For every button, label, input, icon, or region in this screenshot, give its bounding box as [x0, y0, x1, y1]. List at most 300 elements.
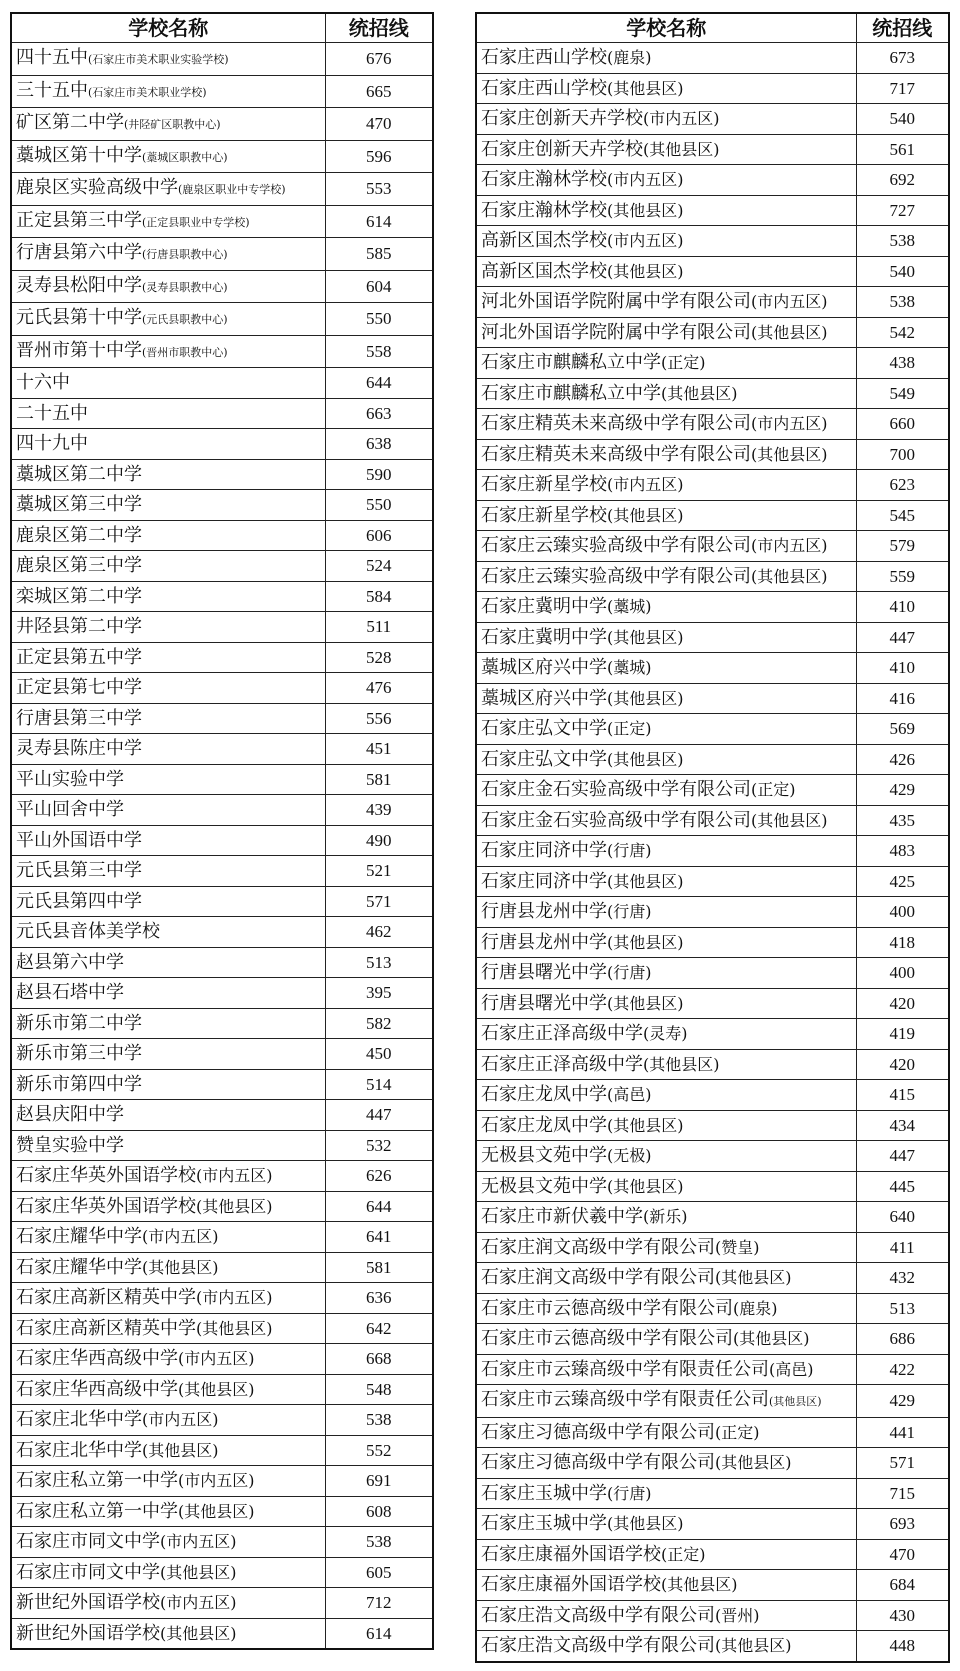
school-name: 石家庄玉城中学: [481, 1482, 607, 1504]
school-note: (其他县区): [607, 1115, 684, 1135]
school-name-cell: [476, 1600, 856, 1631]
table-row: [11, 1557, 433, 1588]
school-name: 三十五中: [16, 79, 88, 101]
table-row: [476, 1385, 949, 1418]
school-note: (其他县区): [733, 1329, 810, 1348]
school-name-cell: [476, 1110, 856, 1141]
score-cell: 582: [325, 1008, 433, 1039]
school-note: (其他县区): [160, 1562, 237, 1582]
school-name: 正定县第三中学: [16, 209, 142, 231]
score-cell: 470: [856, 1539, 949, 1570]
school-name: 高新区国杰学校: [481, 260, 607, 282]
score-cell: 584: [325, 581, 433, 612]
table-row: [11, 1466, 433, 1497]
header-score: 统招线: [856, 13, 949, 43]
school-name: 新世纪外国语学校: [16, 1622, 160, 1644]
school-name: 石家庄市云德高级中学有限公司: [481, 1328, 733, 1349]
score-cell: 514: [325, 1069, 433, 1100]
school-note: (其他县区): [607, 1176, 684, 1196]
school-name-cell: [11, 1039, 325, 1070]
table-row: [476, 1080, 949, 1111]
school-name-cell: [476, 531, 856, 562]
score-cell: 410: [856, 653, 949, 684]
school-note: (元氏县职教中心): [142, 313, 228, 326]
school-name-cell: [476, 134, 856, 165]
school-name-cell: [476, 43, 856, 74]
school-name-cell: [476, 1539, 856, 1570]
school-name-cell: [11, 1222, 325, 1253]
table-row: [476, 1171, 949, 1202]
table-row: [11, 490, 433, 521]
school-note: (市内五区): [160, 1532, 237, 1551]
school-name: 石家庄西山学校: [481, 77, 607, 99]
school-name-cell: [476, 683, 856, 714]
school-note: (市内五区): [196, 1288, 273, 1307]
school-name-cell: [11, 764, 325, 795]
school-name: 新乐市第四中学: [16, 1073, 142, 1095]
table-row: [476, 1478, 949, 1509]
school-name-cell: [11, 303, 325, 336]
school-note: (其他县区): [751, 810, 828, 830]
school-name-cell: [476, 1171, 856, 1202]
school-note: (其他县区): [661, 383, 738, 403]
score-cell: 693: [856, 1509, 949, 1540]
school-name: 正定县第五中学: [16, 646, 142, 668]
school-name-cell: [11, 1466, 325, 1497]
score-cell: 556: [325, 703, 433, 734]
school-name: 石家庄玉城中学: [481, 1513, 607, 1534]
table-row: [11, 270, 433, 303]
school-name-cell: [11, 795, 325, 826]
school-name: 矿区第二中学: [16, 112, 124, 133]
school-note: (市内五区): [607, 170, 684, 189]
school-name: 石家庄耀华中学: [16, 1256, 142, 1278]
school-name: 石家庄华英外国语学校: [16, 1165, 196, 1186]
table-row: [476, 897, 949, 928]
school-name: 平山外国语中学: [16, 829, 142, 851]
school-name: 赵县庆阳中学: [16, 1104, 124, 1125]
school-note: (其他县区): [607, 1514, 684, 1533]
school-name: 赵县石塔中学: [16, 982, 124, 1003]
score-cell: 686: [856, 1324, 949, 1355]
school-note: (正定): [607, 719, 652, 738]
school-name-cell: [476, 653, 856, 684]
school-name-cell: [476, 805, 856, 836]
score-cell: 553: [325, 173, 433, 206]
school-name: 行唐县龙州中学: [481, 931, 607, 953]
school-note: (行唐): [607, 963, 652, 982]
table-row: [476, 1600, 949, 1631]
school-name-cell: [476, 1417, 856, 1448]
school-name: 行唐县第六中学: [16, 242, 142, 263]
school-name: 石家庄瀚林学校: [481, 199, 607, 221]
school-name-cell: [11, 1588, 325, 1619]
school-name-cell: [476, 714, 856, 745]
school-name: 行唐县曙光中学: [481, 962, 607, 983]
school-name: 石家庄私立第一中学: [16, 1470, 178, 1491]
score-cell: 569: [856, 714, 949, 745]
school-note: (正定县职业中专学校): [142, 215, 250, 229]
school-name: 藁城区府兴中学: [481, 687, 607, 709]
header-school-name: 学校名称: [476, 13, 856, 43]
school-note: (正定): [661, 353, 706, 372]
school-name: 元氏县第三中学: [16, 860, 142, 881]
school-name: 赵县第六中学: [16, 951, 124, 973]
table-row: [11, 795, 433, 826]
school-name-cell: [476, 165, 856, 196]
school-note: (行唐): [607, 841, 652, 860]
school-name: 行唐县曙光中学: [481, 992, 607, 1014]
school-name: 藁城区第十中学: [16, 144, 142, 166]
school-name-cell: [11, 1557, 325, 1588]
school-name: 石家庄润文高级中学有限公司: [481, 1267, 715, 1288]
score-cell: 691: [325, 1466, 433, 1497]
score-cell: 410: [856, 592, 949, 623]
table-row: [11, 1283, 433, 1314]
score-cell: 476: [325, 673, 433, 704]
score-cell: 422: [856, 1354, 949, 1385]
school-note: (井陉矿区职教中心): [124, 118, 221, 131]
school-name: 灵寿县陈庄中学: [16, 738, 142, 759]
score-cell: 441: [856, 1417, 949, 1448]
table-row: [11, 886, 433, 917]
score-cell: 542: [856, 317, 949, 348]
school-name: 鹿泉区实验高级中学: [16, 177, 178, 198]
score-cell: 400: [856, 897, 949, 928]
table-row: [476, 317, 949, 348]
school-name-cell: [476, 104, 856, 135]
school-name-cell: [11, 1527, 325, 1558]
table-row: [476, 1110, 949, 1141]
score-cell: 606: [325, 520, 433, 551]
school-name-cell: [476, 744, 856, 775]
school-note: (市内五区): [751, 536, 828, 555]
score-cell: 420: [856, 1049, 949, 1080]
school-note: (市内五区): [751, 414, 828, 433]
score-cell: 660: [856, 409, 949, 440]
school-note: (其他县区): [715, 1268, 792, 1287]
score-cell: 430: [856, 1600, 949, 1631]
school-name: 藁城区第三中学: [16, 494, 142, 515]
school-name-cell: [11, 429, 325, 460]
score-cell: 528: [325, 642, 433, 673]
school-note: (无极): [607, 1146, 652, 1165]
school-note: (其他县区): [607, 627, 684, 647]
table-row: [476, 134, 949, 165]
score-cell: 540: [856, 104, 949, 135]
table-row: [11, 520, 433, 551]
school-name-cell: [11, 398, 325, 429]
school-name: 石家庄高新区精英中学: [16, 1287, 196, 1308]
table-row: [476, 1509, 949, 1540]
table-row: [11, 1069, 433, 1100]
school-note: (其他县区): [751, 444, 828, 464]
table-row: [11, 764, 433, 795]
school-name-cell: [476, 958, 856, 989]
school-name: 石家庄北华中学: [16, 1439, 142, 1461]
score-cell: 462: [325, 917, 433, 948]
school-name-cell: [11, 856, 325, 887]
table-row: [11, 1527, 433, 1558]
school-note: (行唐): [607, 1483, 652, 1503]
score-cell: 524: [325, 551, 433, 582]
score-cell: 438: [856, 348, 949, 379]
score-cell: 715: [856, 1478, 949, 1509]
table-row: [476, 1354, 949, 1385]
table-row: [11, 43, 433, 76]
school-note: (鹿泉): [733, 1298, 778, 1318]
table-row: [476, 958, 949, 989]
score-cell: 538: [325, 1527, 433, 1558]
score-cell: 538: [856, 287, 949, 318]
school-name-cell: [11, 270, 325, 303]
school-name-cell: [11, 1374, 325, 1405]
school-name: 石家庄正泽高级中学: [481, 1053, 643, 1075]
school-name-cell: [476, 592, 856, 623]
school-note: (灵寿): [643, 1024, 688, 1043]
school-name: 藁城区府兴中学: [481, 657, 607, 678]
score-cell: 623: [856, 470, 949, 501]
school-name-cell: [11, 1496, 325, 1527]
school-name: 石家庄华西高级中学: [16, 1348, 178, 1369]
school-note: (其他县区): [661, 1575, 738, 1594]
school-name-cell: [11, 173, 325, 206]
table-row: [476, 287, 949, 318]
table-row: [11, 303, 433, 336]
school-name: 石家庄新星学校: [481, 474, 607, 495]
table-row: [11, 140, 433, 173]
table-row: [476, 1324, 949, 1355]
school-name: 新乐市第三中学: [16, 1043, 142, 1064]
score-cell: 439: [325, 795, 433, 826]
table-row: [476, 226, 949, 257]
score-cell: 663: [325, 398, 433, 429]
school-name: 无极县文苑中学: [481, 1145, 607, 1166]
school-name-cell: [476, 378, 856, 409]
score-cell: 559: [856, 561, 949, 592]
table-row: [476, 653, 949, 684]
score-cell: 561: [856, 134, 949, 165]
score-cell: 435: [856, 805, 949, 836]
table-row: [11, 978, 433, 1009]
school-name-cell: [11, 1252, 325, 1283]
school-name-cell: [11, 673, 325, 704]
table-row: [11, 1252, 433, 1283]
table-row: [476, 683, 949, 714]
school-name-cell: [476, 1049, 856, 1080]
school-name: 石家庄市新伏羲中学: [481, 1206, 643, 1227]
school-name: 石家庄创新天卉学校: [481, 108, 643, 129]
school-name: 石家庄云臻实验高级中学有限公司: [481, 565, 751, 587]
school-name-cell: [476, 1141, 856, 1172]
school-name-cell: [476, 1631, 856, 1662]
school-name: 石家庄同济中学: [481, 840, 607, 861]
score-cell: 418: [856, 927, 949, 958]
score-cell: 692: [856, 165, 949, 196]
school-name: 石家庄浩文高级中学有限公司: [481, 1604, 715, 1626]
table-row: [11, 398, 433, 429]
school-name-cell: [11, 703, 325, 734]
table-row: [476, 1631, 949, 1662]
school-note: (其他县区): [607, 200, 684, 220]
school-name: 石家庄习德高级中学有限公司: [481, 1452, 715, 1473]
school-name-cell: [11, 459, 325, 490]
school-name-cell: [476, 470, 856, 501]
school-name-cell: [476, 1263, 856, 1294]
school-name-cell: [476, 439, 856, 470]
school-name: 石家庄金石实验高级中学有限公司: [481, 809, 751, 831]
table-row: [11, 673, 433, 704]
header-score: 统招线: [325, 13, 433, 43]
school-name-cell: [476, 1019, 856, 1050]
school-note: (市内五区): [160, 1593, 237, 1612]
school-name: 平山实验中学: [16, 768, 124, 790]
score-cell: 608: [325, 1496, 433, 1527]
score-cell: 700: [856, 439, 949, 470]
school-name: 石家庄市云臻高级中学有限责任公司: [481, 1358, 769, 1380]
school-name: 石家庄精英未来高级中学有限公司: [481, 413, 751, 434]
school-name-cell: [11, 490, 325, 521]
school-name-cell: [11, 734, 325, 765]
score-cell: 717: [856, 73, 949, 104]
school-name-cell: [476, 1478, 856, 1509]
score-cell: 450: [325, 1039, 433, 1070]
score-cell: 644: [325, 368, 433, 399]
score-cell: 415: [856, 1080, 949, 1111]
school-name-cell: [476, 287, 856, 318]
school-name: 石家庄西山学校: [481, 47, 607, 68]
school-name: 石家庄弘文中学: [481, 718, 607, 739]
table-row: [476, 531, 949, 562]
table-row: [11, 642, 433, 673]
school-name: 石家庄润文高级中学有限公司: [481, 1236, 715, 1258]
table-row: [11, 1588, 433, 1619]
score-cell: 434: [856, 1110, 949, 1141]
table-row: [476, 927, 949, 958]
school-name: 行唐县第三中学: [16, 707, 142, 729]
table-row: [11, 1374, 433, 1405]
score-cell: 638: [325, 429, 433, 460]
school-note: (其他县区): [607, 749, 684, 769]
table-row: [11, 1191, 433, 1222]
table-row: [11, 612, 433, 643]
table-row: [11, 173, 433, 206]
score-cell: 604: [325, 270, 433, 303]
table-row: [476, 43, 949, 74]
school-name: 石家庄新星学校: [481, 504, 607, 526]
table-row: [11, 1039, 433, 1070]
school-name-cell: [476, 561, 856, 592]
score-cell: 636: [325, 1283, 433, 1314]
table-row: [476, 256, 949, 287]
school-name-cell: [11, 205, 325, 238]
school-name: 元氏县音体美学校: [16, 921, 160, 942]
school-name-cell: [11, 520, 325, 551]
school-note: (市内五区): [142, 1227, 219, 1246]
school-name: 赞皇实验中学: [16, 1134, 124, 1156]
score-cell: 490: [325, 825, 433, 856]
score-cell: 548: [325, 1374, 433, 1405]
school-note: (其他县区): [607, 261, 684, 281]
school-note: (市内五区): [178, 1471, 255, 1490]
school-name: 石家庄市同文中学: [16, 1531, 160, 1552]
school-name: 石家庄康福外国语学校: [481, 1543, 661, 1565]
school-name: 石家庄康福外国语学校: [481, 1574, 661, 1595]
school-name-cell: [476, 226, 856, 257]
school-name-cell: [476, 1385, 856, 1418]
score-cell: 470: [325, 108, 433, 141]
school-name-cell: [11, 238, 325, 271]
school-note: (藁城): [607, 658, 652, 677]
table-row: [476, 1202, 949, 1233]
score-cell: 545: [856, 500, 949, 531]
school-name: 石家庄市同文中学: [16, 1561, 160, 1583]
school-name-cell: [11, 1435, 325, 1466]
school-name: 石家庄华西高级中学: [16, 1378, 178, 1400]
school-name: 新乐市第二中学: [16, 1012, 142, 1034]
school-name: 石家庄冀明中学: [481, 596, 607, 617]
left-score-table: [10, 12, 434, 1650]
score-cell: 513: [325, 947, 433, 978]
school-name: 四十五中: [16, 47, 88, 68]
score-cell: 552: [325, 1435, 433, 1466]
score-cell: 411: [856, 1232, 949, 1263]
table-row: [11, 1496, 433, 1527]
school-name-cell: [11, 335, 325, 368]
school-note: (晋州市职教中心): [142, 345, 228, 359]
school-name: 石家庄金石实验高级中学有限公司: [481, 779, 751, 800]
school-name-cell: [476, 836, 856, 867]
score-cell: 429: [856, 775, 949, 806]
school-name-cell: [476, 866, 856, 897]
school-name-cell: [476, 1080, 856, 1111]
right-table-body: [476, 43, 949, 1662]
score-cell: 550: [325, 490, 433, 521]
school-name-cell: [11, 1405, 325, 1436]
table-row: [11, 1313, 433, 1344]
score-cell: 425: [856, 866, 949, 897]
table-row: [476, 348, 949, 379]
score-cell: 727: [856, 195, 949, 226]
school-name-cell: [476, 1509, 856, 1540]
school-note: (鹿泉区职业中专学校): [178, 183, 286, 196]
table-row: [11, 1130, 433, 1161]
school-name-cell: [11, 1069, 325, 1100]
school-note: (市内五区): [142, 1410, 219, 1429]
school-note: (晋州): [715, 1605, 760, 1625]
school-name: 石家庄创新天卉学校: [481, 138, 643, 160]
table-row: [11, 1435, 433, 1466]
score-cell: 538: [856, 226, 949, 257]
school-name: 元氏县第四中学: [16, 890, 142, 912]
school-name-cell: [476, 1354, 856, 1385]
score-cell: 432: [856, 1263, 949, 1294]
score-cell: 585: [325, 238, 433, 271]
school-name-cell: [11, 825, 325, 856]
school-name-cell: [476, 1202, 856, 1233]
school-name-cell: [11, 1283, 325, 1314]
school-name-cell: [11, 1344, 325, 1375]
table-row: [11, 703, 433, 734]
school-name-cell: [11, 1161, 325, 1192]
table-row: [11, 429, 433, 460]
school-note: (市内五区): [196, 1166, 273, 1185]
school-name-cell: [11, 1313, 325, 1344]
table-row: [476, 988, 949, 1019]
school-note: (其他县区): [607, 688, 684, 708]
school-name: 元氏县第十中学: [16, 307, 142, 328]
school-note: (行唐): [607, 902, 652, 921]
